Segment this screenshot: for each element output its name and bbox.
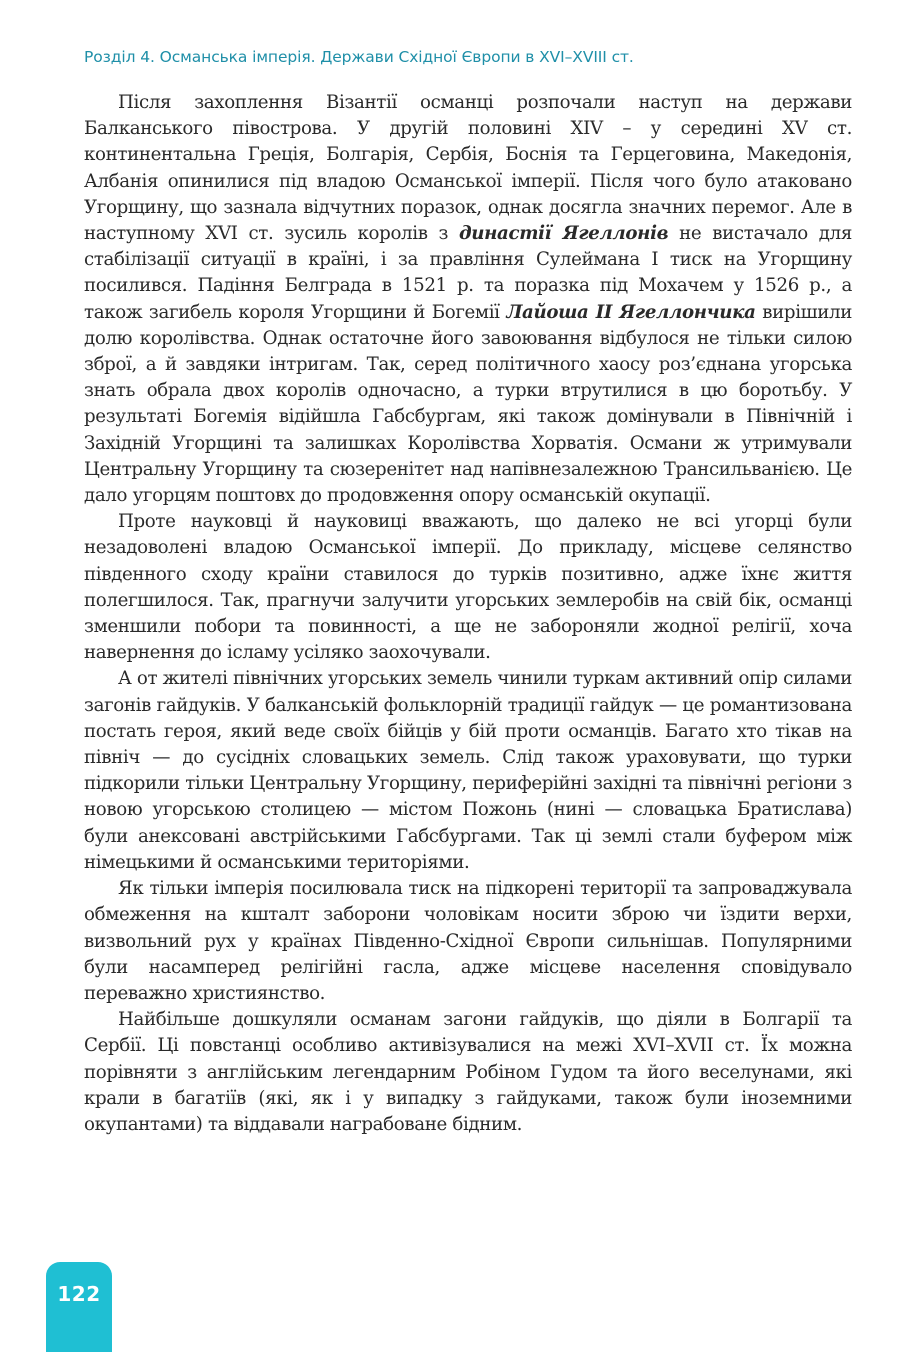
term-jagiellonian-dynasty: династії Ягеллонів	[458, 223, 669, 245]
page-number-tab	[46, 1262, 112, 1352]
paragraph-1-text-c: вирішили долю королівства. Однак остаточне його завоювання відбулося не тільки силою зброї, а й завдяки інтригам. Так, серед політичного хаосу роз’єднана угорська знать обрала двох королів одночасно, а турки втрутилися в цю боротьбу. У результаті Богемія відійшла Габсбургам, які також домінували в Північній і Західній Угорщині та залишках Королівства Хорватія. Османи ж утримували Центральну Угорщину та сюзеренітет над напівнезалежною Трансильванією. Це дало угорцям поштовх до продовження опору османській окупації.	[84, 301, 852, 507]
paragraph-2: Проте науковці й науковиці вважають, що далеко не всі угорці були незадоволені владою Османської імперії. До прикладу, місцеве селянство південного сходу країни ставилося до турків позитивно, адже їхнє життя полегшилося. Так, прагнучи залучити угорських землеробів на свій бік, османці зменшили побори та повинності, а ще не забороняли жодної релігії, хоча навернення до ісламу усіляко заохочували.	[84, 511, 852, 664]
page-number: 122	[57, 1282, 101, 1306]
paragraph-5: Найбільше дошкуляли османам загони гайдуків, що діяли в Болгарії та Сербії. Ці повстанці особливо активізувалися на межі XVI–XVII ст. Їх можна порівняти з англійським легендарним Робіном Гудом та його веселунами, які крали в багатіїв (які, як і у випадку з гайдуками, також були іноземними окупантами) та віддавали награбоване бідним.	[84, 1009, 852, 1135]
paragraph-1-text-a: Після захоплення Візантії османці розпочали наступ на держави Балканського півострова. У другій половині XIV – у середині XV ст. континентальна Греція, Болгарія, Сербія, Боснія та Герцеговина, Македонія, Албанія опинилися під владою Османської імперії. Після чого було атаковано Угорщину, що зазнала відчутних поразок, однак досягла значних перемог. Але в наступному XVI ст. зусиль королів з	[84, 92, 852, 245]
paragraph-3: А от жителі північних угорських земель чинили туркам активний опір силами загонів гайдуків. У балканській фольклорній традиції гайдук — це романтизована постать героя, який веде своїх бійців у бій проти османців. Багато хто тікав на північ — до сусідніх словацьких земель. Слід також ураховувати, що турки підкорили тільки Центральну Угорщину, периферійні західні та північні регіони з новою угорською столицею — містом Пожонь (нині — словацька Братислава) були анексовані австрійськими Габсбургами. Так ці землі стали буфером між німецькими й османськими територіями.	[84, 668, 852, 873]
body-text	[84, 90, 852, 1138]
running-header: Розділ 4. Османська імперія. Держави Східної Європи в XVI–XVIII ст.	[84, 48, 634, 66]
paragraph-1	[84, 90, 852, 509]
paragraph-4: Як тільки імперія посилювала тиск на підкорені території та запроваджувала обмеження на кшталт заборони чоловікам носити зброю чи їздити верхи, визвольний рух у країнах Південно-Східної Європи сильнішав. Популярними були насамперед релігійні гасла, адже місцеве населення сповідувало переважно християнство.	[84, 878, 852, 1004]
paragraph-1-text-b: не вистачало для стабілізації ситуації в країні, і за правління Сулеймана І тиск на Угорщину посилився. Падіння Белграда в 1521 р. та поразка під Мохачем у 1526 р., а також загибель короля Угорщини й Богемії	[84, 223, 852, 323]
term-louis-ii-jagiellon: Лайоша ІІ Ягеллончика	[506, 301, 756, 323]
